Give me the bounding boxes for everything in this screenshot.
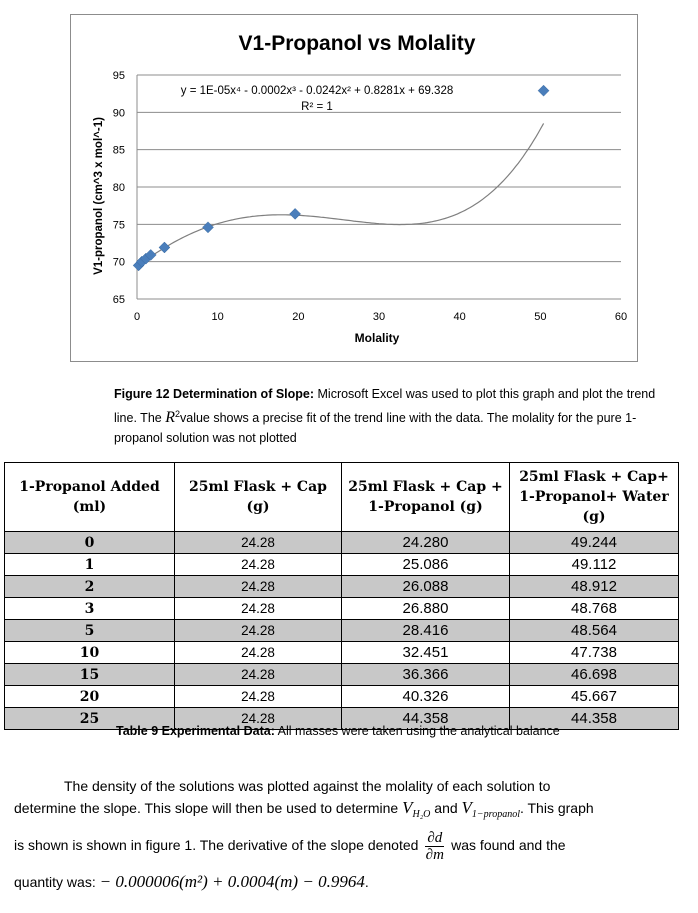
table-cell: 24.28 <box>175 664 342 686</box>
data-point <box>290 208 301 219</box>
x-tick-label: 20 <box>292 311 305 323</box>
table-row <box>5 554 679 576</box>
table-cell: 24.28 <box>175 708 342 730</box>
table-caption-title: Table 9 Experimental Data: <box>116 724 275 738</box>
gridlines <box>137 75 621 262</box>
r-squared-label: R² = 1 <box>301 101 333 113</box>
v-h2o-symbol: V <box>402 798 413 817</box>
figure-caption-title: Figure 12 Determination of Slope: <box>114 387 315 401</box>
table-cell: 2 <box>5 576 175 598</box>
v-propanol-symbol: V <box>461 798 472 817</box>
table-cell: 47.738 <box>510 642 679 664</box>
paragraph-line-3-end: was found and the <box>447 837 566 854</box>
fraction-denominator: ∂m <box>425 847 444 863</box>
table-cell: 24.28 <box>175 532 342 554</box>
y-tick-label: 90 <box>112 107 125 120</box>
paragraph-line-2 <box>14 798 684 820</box>
data-point <box>538 85 549 96</box>
table-row <box>5 686 679 708</box>
fraction-numerator: ∂d <box>427 830 443 846</box>
table-cell: 24.28 <box>175 576 342 598</box>
header-propanol-added: 1-Propanol Added (ml) <box>5 463 175 532</box>
table-cell: 10 <box>5 642 175 664</box>
chart-title: V1-Propanol vs Molality <box>238 32 476 55</box>
table-row <box>5 620 679 642</box>
paragraph-line-1: The density of the solutions was plotted against the molality of each solution to <box>64 778 551 794</box>
data-point <box>202 222 213 233</box>
v-h2o-subscript: H₂O <box>412 808 431 820</box>
table-caption <box>116 721 560 741</box>
figure-caption-text-2: value shows a precise fit of the trend line with the data. The molality for the pure 1- propanol solution was not plotted <box>114 411 637 446</box>
y-tick-label: 95 <box>112 70 125 82</box>
table-cell: 40.326 <box>342 686 510 708</box>
paragraph-line-4 <box>14 872 684 892</box>
y-axis-label: V1-propanol (cm^3 x mol^-1) <box>93 117 105 275</box>
chart-frame <box>70 14 638 362</box>
r-symbol: R <box>165 409 175 427</box>
table-cell: 45.667 <box>510 686 679 708</box>
header-flask-cap: 25ml Flask + Cap (g) <box>175 463 342 532</box>
table-row <box>5 532 679 554</box>
paragraph-line-3-text: is shown is shown in figure 1. The derivative of the slope denoted <box>14 837 423 854</box>
table-cell: 0 <box>5 532 175 554</box>
x-tick-label: 50 <box>534 311 547 323</box>
and-text: and <box>430 800 462 816</box>
y-tick-label: 85 <box>112 144 125 157</box>
trend-equation: y = 1E-05x⁴ - 0.0002x³ - 0.0242x² + 0.8281x + 69.328 <box>180 85 454 97</box>
table-cell: 24.28 <box>175 598 342 620</box>
paragraph-line-4-end: . <box>364 874 369 890</box>
table-row <box>5 642 679 664</box>
paragraph-line-2-end: . This graph <box>519 800 594 816</box>
table-cell: 49.112 <box>510 554 679 576</box>
data-points <box>133 85 549 271</box>
scatter-chart <box>71 15 637 361</box>
x-tick-label: 60 <box>614 311 628 323</box>
table-cell: 24.28 <box>175 686 342 708</box>
table-cell: 20 <box>5 686 175 708</box>
table-cell: 24.280 <box>342 532 510 554</box>
table-cell: 46.698 <box>510 664 679 686</box>
x-tick-label: 30 <box>372 311 386 323</box>
header-flask-cap-propanol: 25ml Flask + Cap + 1-Propanol (g) <box>342 463 510 532</box>
table-cell: 24.28 <box>175 620 342 642</box>
table-cell: 48.912 <box>510 576 679 598</box>
paragraph-line-3 <box>14 830 684 863</box>
header-flask-cap-propanol-water: 25ml Flask + Cap+ 1-Propanol+ Water (g) <box>510 463 679 532</box>
derivative-expression: − 0.000006(m²) + 0.0004(m) − 0.9964 <box>99 872 365 891</box>
y-tick-label: 65 <box>112 294 125 306</box>
table-cell: 48.564 <box>510 620 679 642</box>
x-axis-label: Molality <box>354 331 400 345</box>
table-cell: 1 <box>5 554 175 576</box>
table-cell: 26.880 <box>342 598 510 620</box>
y-tick-label: 80 <box>112 182 125 194</box>
derivative-fraction <box>425 830 444 863</box>
table-cell: 36.366 <box>342 664 510 686</box>
y-tick-label: 70 <box>112 256 125 269</box>
table-cell: 44.358 <box>342 708 510 730</box>
table-cell: 25 <box>5 708 175 730</box>
table-cell: 28.416 <box>342 620 510 642</box>
v-propanol-subscript: 1−propanol <box>471 808 520 820</box>
table-cell: 24.28 <box>175 554 342 576</box>
x-tick-label: 40 <box>453 311 466 323</box>
table-cell: 48.768 <box>510 598 679 620</box>
x-tick-labels <box>134 311 627 323</box>
table-cell: 49.244 <box>510 532 679 554</box>
table-cell: 24.28 <box>175 642 342 664</box>
table-cell: 32.451 <box>342 642 510 664</box>
r-superscript: 2 <box>174 409 180 419</box>
table-row <box>5 598 679 620</box>
table-caption-text: All masses were taken using the analytical balance <box>274 724 560 738</box>
y-tick-label: 75 <box>112 219 125 232</box>
figure-caption-text-1: Microsoft Excel was used to plot this graph and plot the trend line. The <box>114 387 656 426</box>
paragraph-line-4-text: quantity was: <box>14 874 100 890</box>
figure-caption <box>114 384 674 448</box>
paragraph-line-2-text: determine the slope. This slope will then be used to determine <box>14 800 403 816</box>
table-cell: 15 <box>5 664 175 686</box>
table-row <box>5 664 679 686</box>
trendline <box>139 123 544 265</box>
y-tick-labels <box>113 70 125 306</box>
table-cell: 44.358 <box>510 708 679 730</box>
table-body <box>5 532 679 730</box>
table-row <box>5 576 679 598</box>
table-cell: 5 <box>5 620 175 642</box>
experimental-data-table <box>4 462 679 730</box>
data-point <box>159 242 170 253</box>
table-header-row <box>5 463 679 532</box>
table-cell: 26.088 <box>342 576 510 598</box>
x-tick-label: 0 <box>133 311 141 323</box>
table-cell: 25.086 <box>342 554 510 576</box>
x-tick-label: 10 <box>211 311 224 323</box>
table-cell: 3 <box>5 598 175 620</box>
